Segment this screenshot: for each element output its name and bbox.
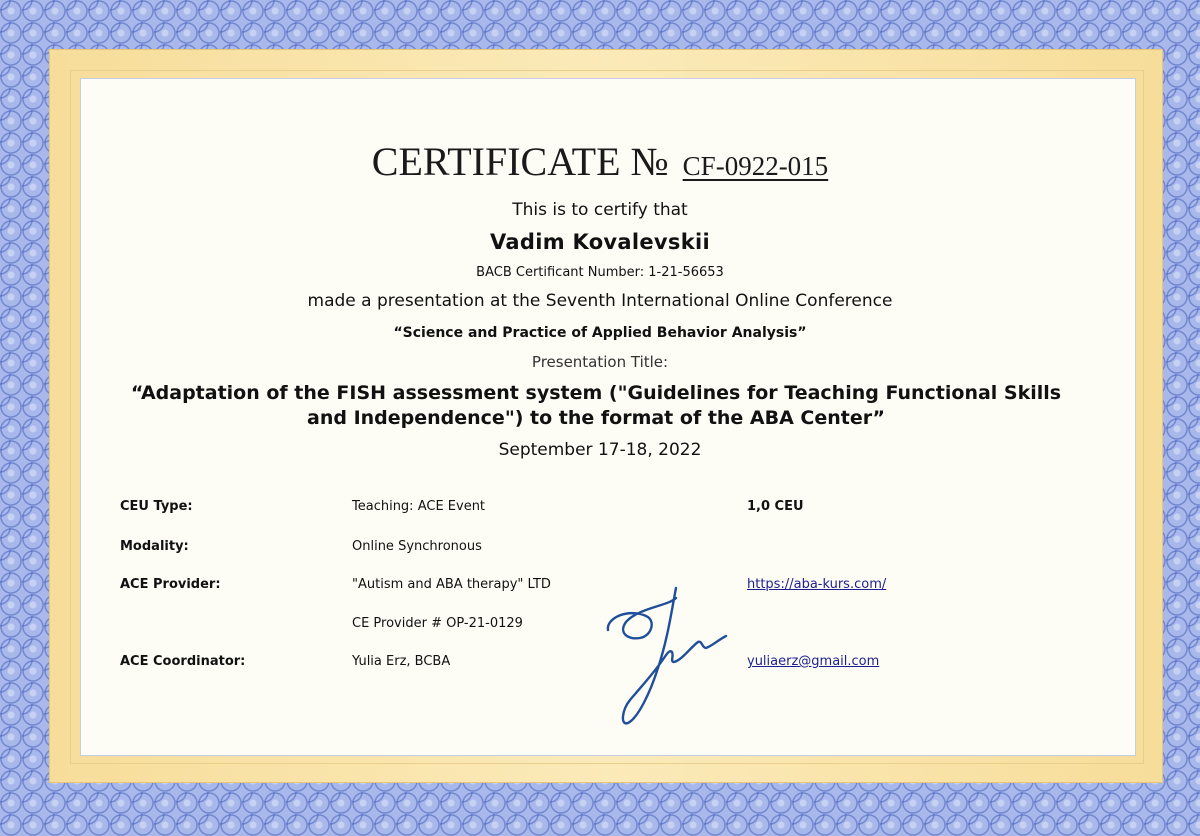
coordinator-email-link[interactable]: yuliaerz@gmail.com (747, 654, 880, 669)
modality-value: Online Synchronous (352, 539, 482, 554)
presentation-title: “Adaptation of the FISH assessment system ("Guidelines for Teaching Functional Skills and Independence") to the format of the ABA Center” (130, 382, 1062, 429)
ace-coordinator-label: ACE Coordinator: (120, 654, 246, 669)
signature (598, 578, 738, 733)
presentation-title-label: Presentation Title: (531, 353, 669, 371)
certificate-number: CF-0922-015 (682, 151, 829, 181)
ceu-type-value: Teaching: ACE Event (352, 499, 486, 514)
recipient-name: Vadim Kovalevskii (490, 230, 710, 254)
certificate-heading: CERTIFICATE № (371, 139, 669, 184)
modality-label: Modality: (120, 539, 189, 554)
conference-name: “Science and Practice of Applied Behavior Analysis” (393, 325, 807, 341)
ce-provider-number: CE Provider # OP-21-0129 (352, 616, 523, 631)
event-date: September 17-18, 2022 (498, 440, 702, 460)
ceu-amount: 1,0 CEU (747, 499, 804, 514)
provider-website-link[interactable]: https://aba-kurs.com/ (747, 577, 887, 592)
ace-provider-value: "Autism and ABA therapy" LTD (352, 577, 551, 592)
ace-provider-label: ACE Provider: (120, 577, 221, 592)
certificate-heading-line (0, 138, 1200, 185)
certify-text: This is to certify that (512, 200, 688, 220)
ace-coordinator-value: Yulia Erz, BCBA (352, 654, 451, 669)
presentation-statement: made a presentation at the Seventh International Online Conference (307, 291, 893, 311)
bacb-certificant-number: BACB Certificant Number: 1-21-56653 (476, 265, 724, 280)
ceu-type-label: CEU Type: (120, 499, 193, 514)
